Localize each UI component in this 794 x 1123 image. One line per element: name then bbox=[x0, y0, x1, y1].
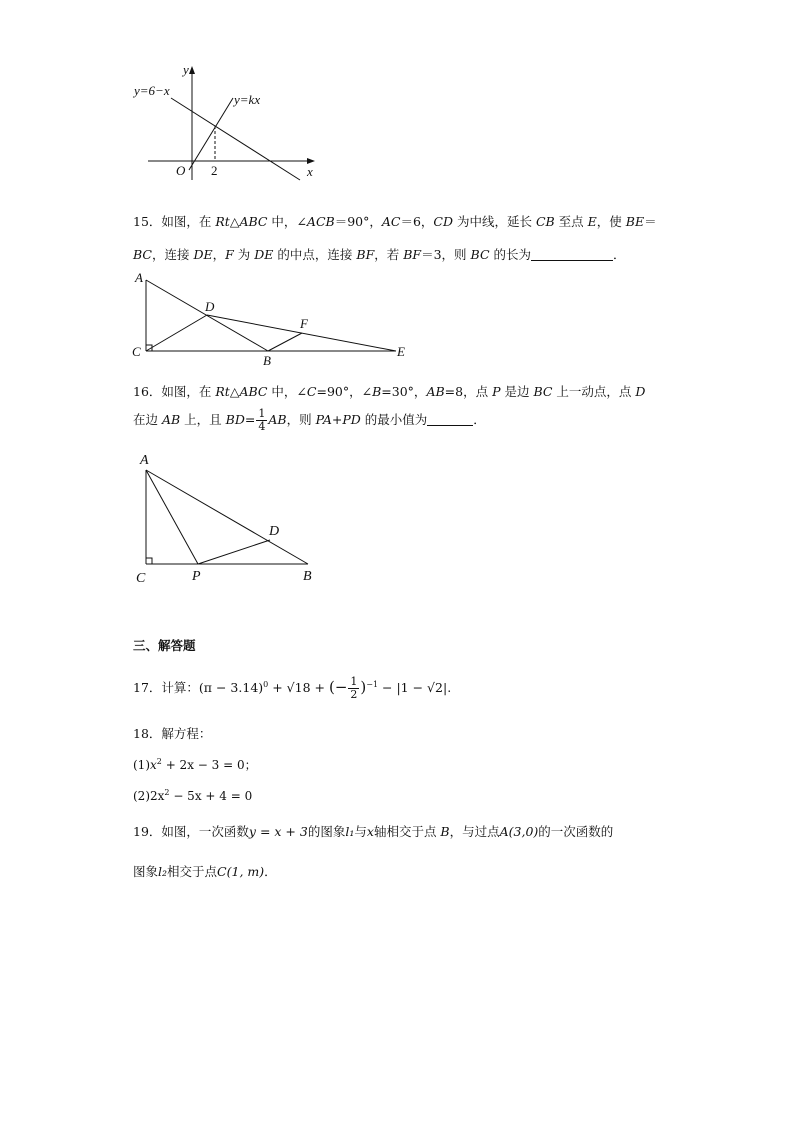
segment-AP bbox=[146, 470, 198, 564]
label-C: C bbox=[132, 344, 141, 359]
label-E: E bbox=[397, 344, 405, 359]
origin-label: O bbox=[176, 163, 186, 178]
segment-CD bbox=[146, 315, 207, 351]
line2-label: y=kx bbox=[234, 92, 261, 107]
q15-number: 15． bbox=[133, 214, 162, 229]
segment-AB bbox=[146, 470, 308, 564]
q15-answer-blank[interactable] bbox=[531, 248, 613, 261]
q19-line1: 19．如图，一次函数y = x + 3的图象l₁与x轴相交于点 B，与过点A(3,0)的一次函数的 bbox=[133, 824, 614, 839]
right-angle-mark bbox=[146, 558, 152, 564]
q16-answer-blank[interactable] bbox=[427, 413, 473, 426]
tick-label-2: 2 bbox=[211, 163, 218, 178]
figure-q15-triangle bbox=[128, 268, 418, 368]
fraction-one-half: $\frac{1}{2}$ bbox=[350, 675, 358, 701]
label-B: B bbox=[303, 569, 312, 584]
figure-q16-triangle bbox=[130, 448, 330, 588]
q18-part2: $(2)2x^2 - 5x + 4 = 0$ bbox=[133, 788, 253, 803]
q17-line: 17．计算：$(\pi - 3.14)^0 + √18$ + (− $\frac{1}{2}$ )$^{-1}$ − |1 − √2|. bbox=[133, 675, 452, 701]
label-B: B bbox=[263, 353, 271, 368]
q17-expression: $(\pi - 3.14)^0 + √18$ + (− $\frac{1}{2}$ )$^{-1}$ − |1 − √2|. bbox=[198, 675, 452, 701]
fraction-one-quarter: $\frac{1}{4}$ bbox=[258, 407, 266, 433]
x-axis-label: x bbox=[307, 164, 313, 179]
label-P: P bbox=[192, 569, 201, 584]
q19-number: 19． bbox=[133, 824, 162, 839]
segment-PD bbox=[198, 540, 270, 564]
line-y-kx bbox=[189, 98, 233, 170]
q18-title: 18．解方程： bbox=[133, 726, 212, 741]
q15-line1: 15．如图，在 Rt△ABC 中，∠ACB＝90°，AC＝6，CD 为中线，延长 CB 至点 E，使 BE＝ bbox=[133, 214, 657, 229]
q16-number: 16． bbox=[133, 384, 162, 399]
section-title: 三、解答题 bbox=[133, 638, 196, 653]
figure-q14-graph bbox=[128, 58, 328, 188]
label-A: A bbox=[140, 453, 149, 468]
q16-line1: 16．如图，在 Rt△ABC 中，∠C=90°，∠B=30°，AB=8，点 P 是边 BC 上一动点，点 D bbox=[133, 384, 646, 399]
y-axis-arrow bbox=[189, 66, 195, 74]
q18-part1: $(1)x^2 + 2x - 3 = 0$； bbox=[133, 757, 257, 772]
q19-line2: 图象l₂相交于点C(1, m)． bbox=[133, 864, 277, 879]
line1-label: y=6−x bbox=[134, 83, 170, 98]
q17-number: 17． bbox=[133, 680, 162, 695]
q16-line2: 在边 AB 上，且 BD= $\frac{1}{4}$ AB，则 PA+PD 的最小值为 ． bbox=[133, 407, 486, 433]
label-F: F bbox=[300, 316, 308, 331]
label-C: C bbox=[136, 571, 146, 586]
q18-number: 18． bbox=[133, 726, 162, 741]
q15-line2: BC，连接 DE，F 为 DE 的中点，连接 BF，若 BF＝3，则 BC 的长为 ． bbox=[133, 247, 626, 262]
segment-BF bbox=[268, 333, 302, 351]
label-A: A bbox=[135, 270, 143, 285]
y-axis-label: y bbox=[183, 62, 189, 77]
label-D: D bbox=[269, 524, 280, 539]
label-D: D bbox=[205, 299, 215, 314]
